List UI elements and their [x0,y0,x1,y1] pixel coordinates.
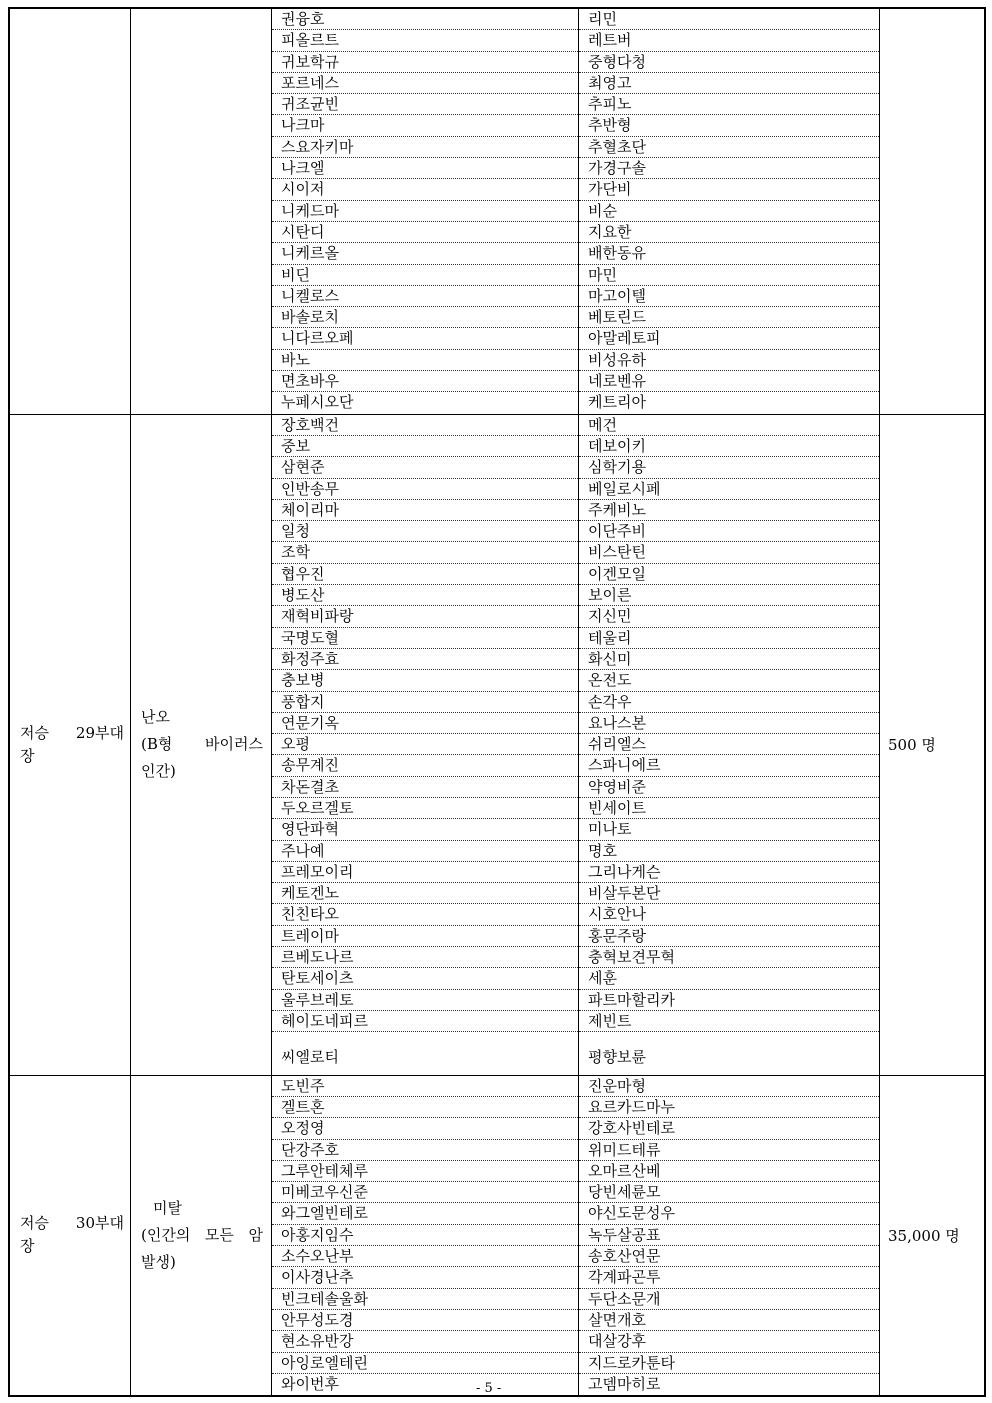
name-entry: 포르네스 [272,73,578,94]
name-entry: 이겐모일 [579,564,879,585]
table-row [9,1075,985,1396]
name-entry: 니케드마 [272,201,578,222]
name-column-a [272,8,579,414]
name-entry: 요르카드마누 [579,1097,879,1118]
name-entry: 누페시오단 [281,393,354,412]
name-entry: 홍문주랑 [579,926,879,947]
name-entry: 데보이키 [579,436,879,457]
name-entry: 주나예 [272,841,578,862]
name-entry: 송무계진 [272,755,578,776]
name-entry: 비성유하 [579,350,879,371]
name-entry: 추혈초단 [579,137,879,158]
name-entry: 베토린드 [579,307,879,328]
name-entry: 레트버 [579,30,879,51]
name-entry: 나크엘 [272,158,578,179]
name-entry: 제빈트 [579,1011,879,1032]
name-entry: 베일로시페 [579,479,879,500]
name-entry: 당빈세륜모 [579,1182,879,1203]
disease-line: 인간) [141,762,176,781]
name-entry: 소수오난부 [272,1246,578,1267]
name-entry: 오마르산베 [579,1161,879,1182]
name-entry: 리민 [579,9,879,30]
name-entry: 케토겐노 [272,883,578,904]
name-entry: 르베도나르 [272,947,578,968]
name-entry: 와이번후 [281,1374,339,1393]
name-entry: 아홍지임수 [272,1225,578,1246]
assignment-table [8,7,986,1397]
name-entry: 강호사빈테로 [579,1118,879,1139]
name-entry: 바노 [272,350,578,371]
name-entry: 지드로카툰타 [579,1353,879,1374]
disease-line: 난오 [141,708,170,727]
name-entry: 추피노 [579,94,879,115]
name-entry: 충보병 [272,670,578,691]
name-column-a [272,1075,579,1396]
name-entry: 스파니에르 [579,755,879,776]
name-entry: 겔트혼 [272,1097,578,1118]
name-entry: 현소유반강 [272,1331,578,1352]
name-entry: 송호산연문 [579,1246,879,1267]
name-entry: 화신미 [579,649,879,670]
name-entry: 두오르겔토 [272,798,578,819]
name-entry: 풍합지 [272,692,578,713]
name-entry: 비살두본단 [579,883,879,904]
name-entry: 세훈 [579,968,879,989]
count-value: 500 명 [888,736,936,755]
name-entry: 니켈로스 [272,286,578,307]
disease-line: (인간의 모든 암 [141,1225,263,1244]
name-entry: 바솔로치 [272,307,578,328]
name-entry: 가단비 [579,179,879,200]
name-entry: 귀조균빈 [272,94,578,115]
name-entry: 귀보학규 [272,52,578,73]
name-entry: 트레이마 [272,926,578,947]
name-entry: 조학 [272,542,578,563]
unit-cell [9,1075,131,1396]
unit-line: 장 [20,746,35,765]
name-entry: 마민 [579,265,879,286]
name-column-a [272,414,579,1075]
name-entry: 그루안테체루 [272,1161,578,1182]
name-entry: 살면개호 [579,1310,879,1331]
name-entry: 니케르올 [272,243,578,264]
name-entry: 야신도문성우 [579,1203,879,1224]
name-entry: 아잉로엘테린 [272,1353,578,1374]
name-entry: 지요한 [579,222,879,243]
name-entry: 피올르트 [272,30,578,51]
unit-line: 저승 30부대 [20,1214,124,1233]
name-entry: 권융호 [272,9,578,30]
name-entry: 병도산 [272,585,578,606]
name-entry: 와그엘빈테로 [272,1203,578,1224]
name-entry: 파트마할리카 [579,990,879,1011]
name-entry: 대살강후 [579,1331,879,1352]
name-column-b [579,414,880,1075]
name-entry: 체이리마 [272,500,578,521]
name-entry: 각계파곤투 [579,1267,879,1288]
disease-line: 미탈 [153,1198,182,1217]
name-entry: 영단파혁 [272,819,578,840]
name-entry: 추반형 [579,115,879,136]
unit-cell [9,8,131,414]
name-entry: 시이저 [272,179,578,200]
name-entry: 시호안나 [579,904,879,925]
name-entry: 면초바우 [272,371,578,392]
name-entry: 녹두살공표 [579,1225,879,1246]
name-column-b [579,1075,880,1396]
name-entry: 연문기옥 [272,713,578,734]
name-entry: 빈크테솔울화 [272,1289,578,1310]
disease-line: (B형 바이러스 [141,735,263,754]
name-entry: 재혁비파랑 [272,606,578,627]
name-entry: 비순 [579,201,879,222]
name-entry: 주케비노 [579,500,879,521]
name-entry: 배한동유 [579,243,879,264]
name-entry: 명호 [579,841,879,862]
name-entry: 단강주호 [272,1140,578,1161]
name-entry: 스요자키마 [272,137,578,158]
name-entry: 차돈결초 [272,777,578,798]
name-entry: 위미드테류 [579,1140,879,1161]
name-entry: 오정영 [272,1118,578,1139]
name-entry: 안무성도경 [272,1310,578,1331]
name-entry: 미나토 [579,819,879,840]
disease-cell [131,8,272,414]
name-entry: 미베코우신준 [272,1182,578,1203]
name-entry: 충혁보견무혁 [579,947,879,968]
name-entry: 시탄디 [272,222,578,243]
count-cell [880,414,986,1075]
name-entry: 심학기용 [579,457,879,478]
name-entry: 씨엘로티 [281,1048,339,1067]
disease-cell [131,414,272,1075]
name-entry: 탄토세이츠 [272,968,578,989]
name-entry: 국명도혈 [272,628,578,649]
name-entry: 삼현준 [272,457,578,478]
name-entry: 친친타오 [272,904,578,925]
name-entry: 아말레토피 [579,328,879,349]
name-entry: 요나스본 [579,713,879,734]
name-entry: 최영고 [579,73,879,94]
unit-line: 저승 29부대 [20,723,124,742]
name-entry: 중형다청 [579,52,879,73]
count-cell [880,1075,986,1396]
table-row [9,8,985,414]
table-row [9,414,985,1075]
name-entry: 빈세이트 [579,798,879,819]
name-entry: 중보 [272,436,578,457]
name-entry: 나크마 [272,115,578,136]
name-entry: 네로벤유 [579,371,879,392]
name-entry: 약영비준 [579,777,879,798]
name-entry: 손각우 [579,692,879,713]
name-entry: 비딘 [272,265,578,286]
name-entry: 보이른 [579,585,879,606]
name-entry: 울루브레토 [272,990,578,1011]
name-entry: 이단주비 [579,521,879,542]
name-entry: 메건 [579,415,879,436]
unit-line: 장 [20,1237,35,1256]
disease-line: 발생) [141,1252,176,1271]
page [8,7,982,1394]
name-entry: 이사경난추 [272,1267,578,1288]
name-entry: 일청 [272,521,578,542]
name-column-b [579,8,880,414]
name-entry: 장호백건 [272,415,578,436]
name-entry: 진운마형 [579,1076,879,1097]
name-entry: 협우진 [272,564,578,585]
name-entry: 마고이텔 [579,286,879,307]
count-cell [880,8,986,414]
name-entry: 두단소문개 [579,1289,879,1310]
count-value: 35,000 명 [888,1226,960,1245]
name-entry: 고뎀마히로 [588,1374,661,1393]
name-entry: 프레모이리 [272,862,578,883]
name-entry: 인반송무 [272,479,578,500]
name-entry: 평향보륜 [588,1048,646,1067]
page-number: - 5 - [476,1381,502,1396]
unit-cell [9,414,131,1075]
name-entry: 쉬리엘스 [579,734,879,755]
name-entry: 그리나게슨 [579,862,879,883]
name-entry: 가경구솔 [579,158,879,179]
name-entry: 헤이도네피르 [272,1011,578,1032]
name-entry: 테울리 [579,628,879,649]
name-entry: 오평 [272,734,578,755]
name-entry: 온전도 [579,670,879,691]
name-entry: 비스탄틴 [579,542,879,563]
name-entry: 지신민 [579,606,879,627]
name-entry: 화정주효 [272,649,578,670]
name-entry: 니다르오페 [272,328,578,349]
disease-cell [131,1075,272,1396]
name-entry: 케트리아 [588,393,646,412]
name-entry: 도빈주 [272,1076,578,1097]
